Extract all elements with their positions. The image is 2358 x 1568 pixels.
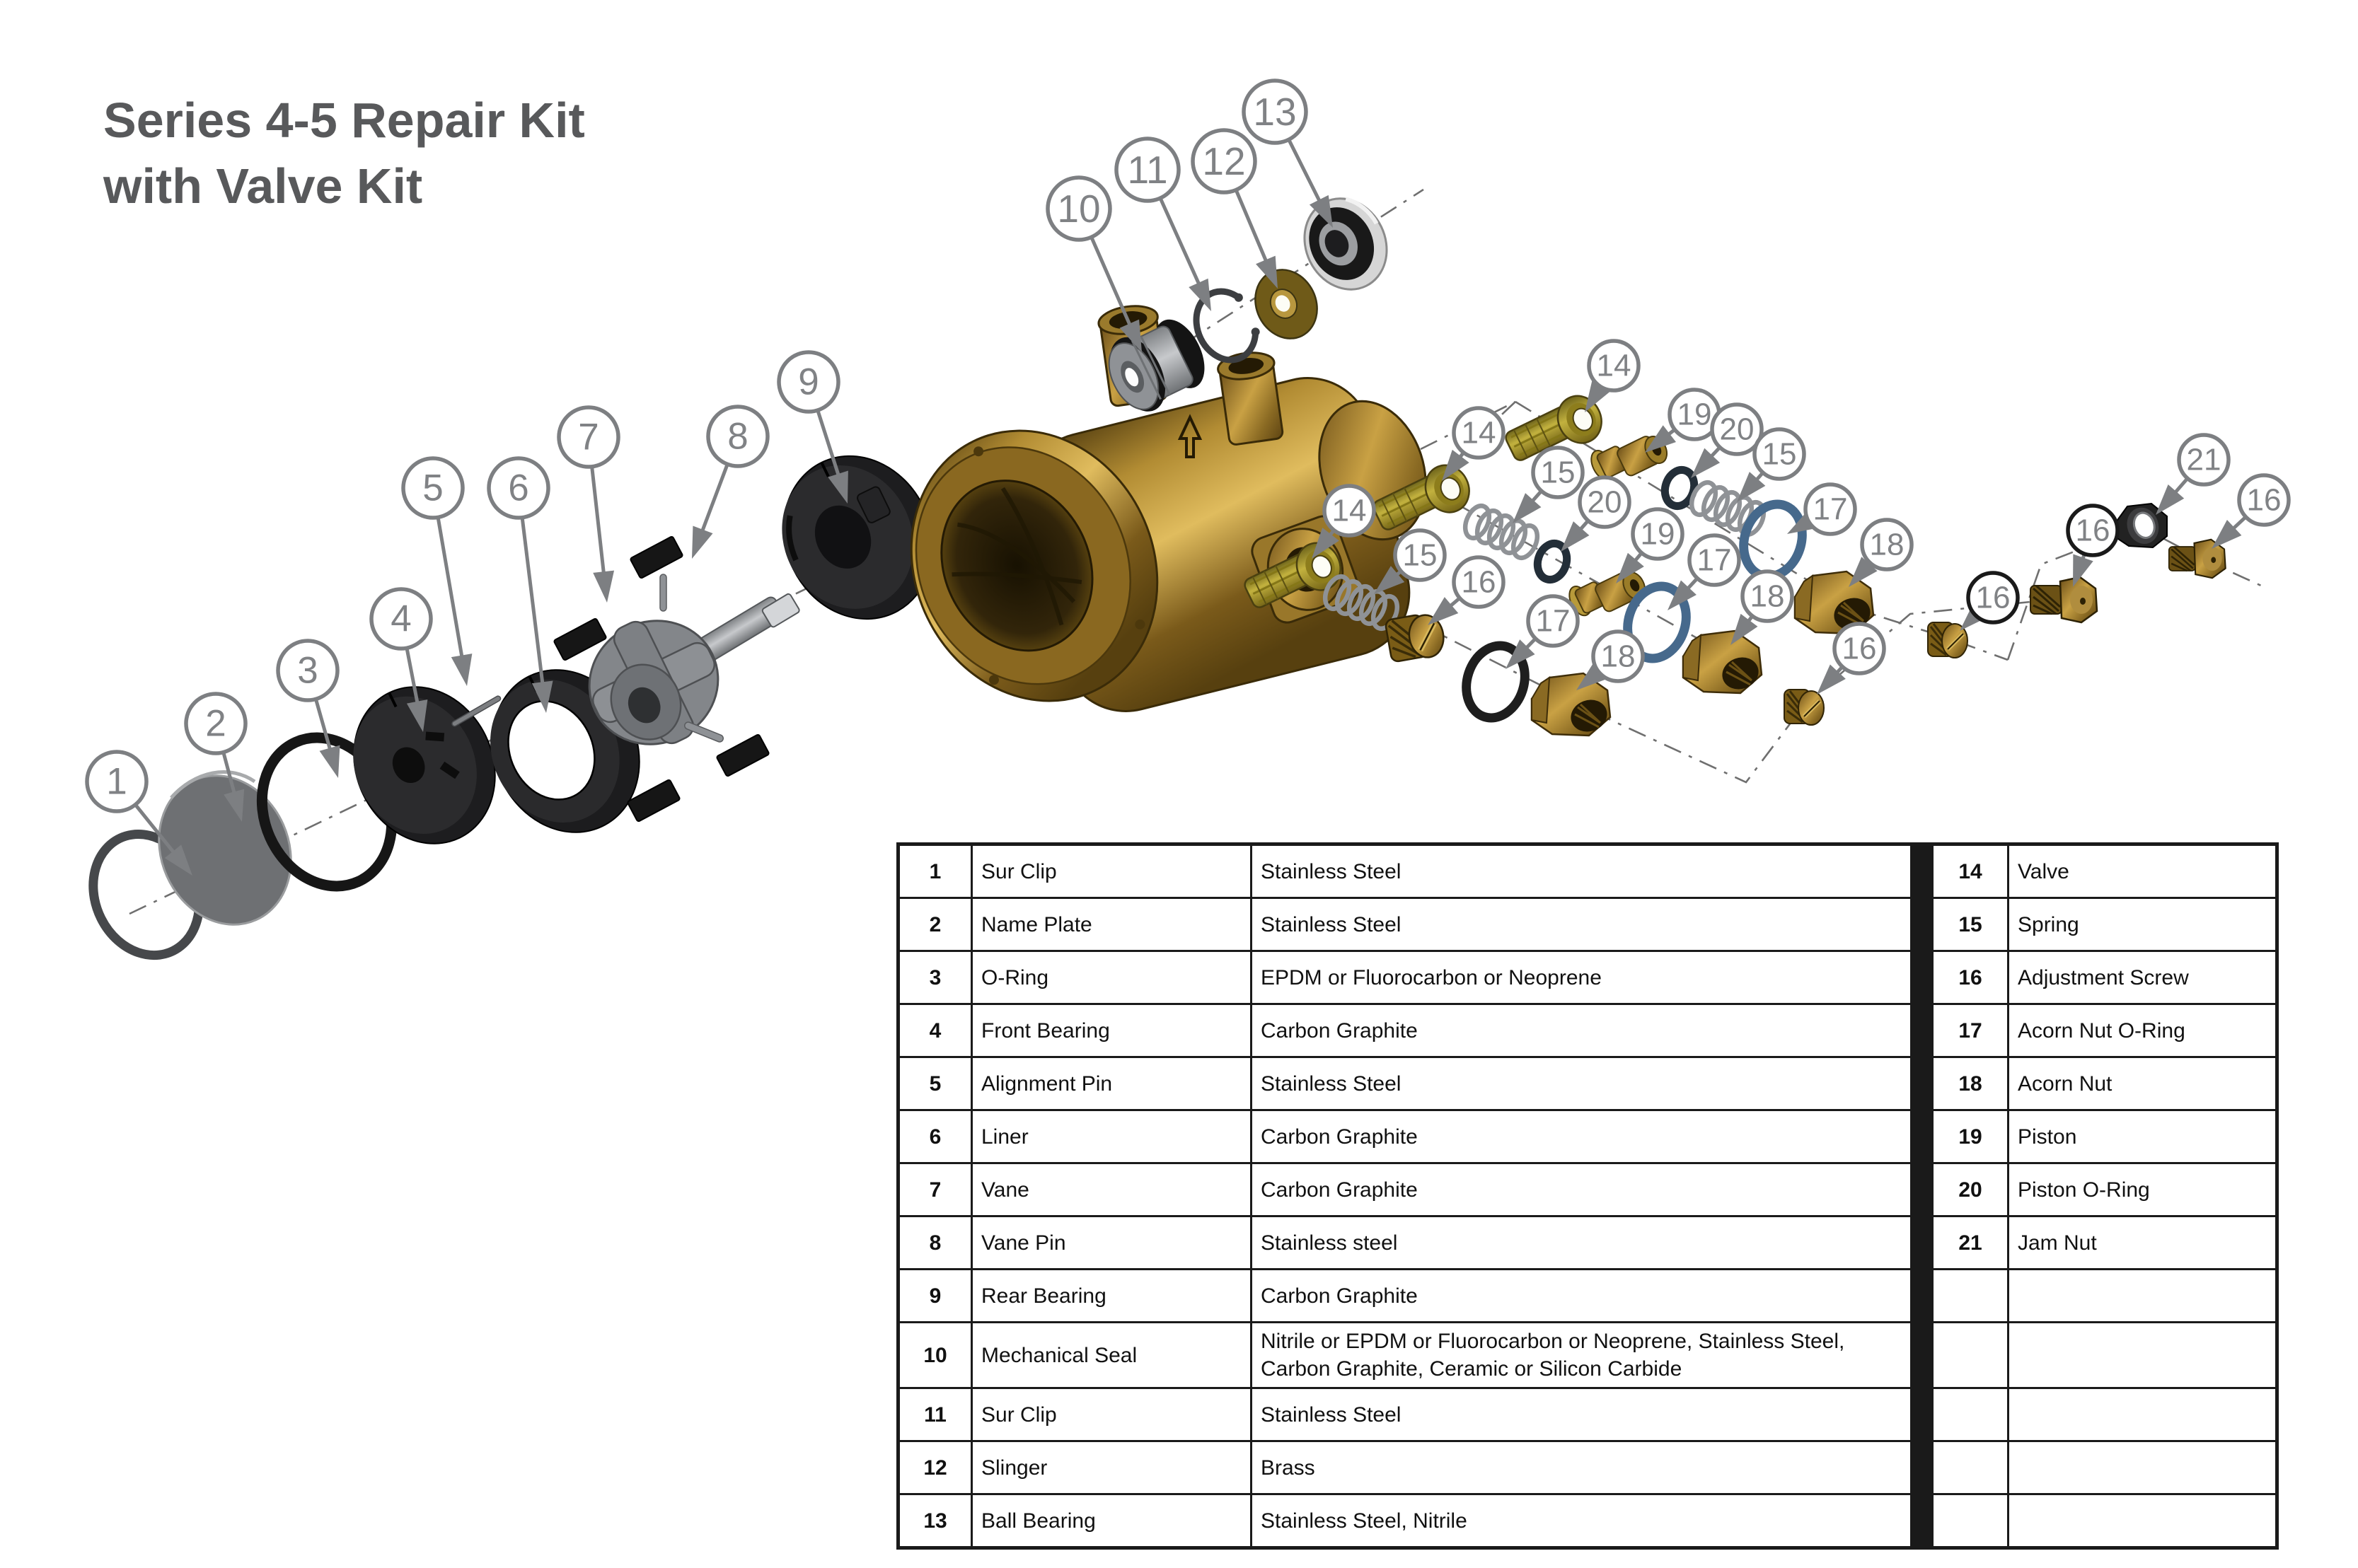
table-row	[898, 1216, 2277, 1270]
table-row	[898, 1057, 2277, 1110]
table-cell-number: 19	[1933, 1110, 2009, 1163]
callout-17	[1505, 596, 1578, 669]
table-cell-number	[1933, 1494, 2009, 1548]
callout-13	[1244, 81, 1333, 228]
table-cell-name: Name Plate	[972, 898, 1252, 951]
table-cell-number: 1	[898, 844, 972, 898]
callout-10	[1048, 178, 1142, 352]
table-cell-name: Sur Clip	[972, 844, 1252, 898]
table-cell-name	[2009, 1388, 2277, 1441]
table-cell-name: Jam Nut	[2009, 1216, 2277, 1270]
callout-number: 7	[578, 416, 599, 458]
callout-number: 13	[1253, 90, 1297, 134]
callout-number: 4	[391, 598, 412, 640]
table-cell-material: Stainless Steel	[1252, 1057, 1912, 1110]
callout-leader-line	[592, 467, 604, 576]
table-cell-number: 9	[898, 1270, 972, 1323]
part-vane-right	[716, 734, 769, 777]
table-cell-number: 4	[898, 1004, 972, 1057]
table-divider	[1912, 1441, 1933, 1494]
table-divider	[1912, 1216, 1933, 1270]
table-cell-name: Vane	[972, 1163, 1252, 1216]
callout-number: 20	[1587, 484, 1622, 520]
callout-number: 21	[2186, 442, 2221, 477]
callout-number: 14	[1461, 415, 1496, 451]
table-cell-material: Carbon Graphite	[1252, 1110, 1912, 1163]
callout-leader-line	[316, 699, 330, 752]
callout-number: 14	[1596, 348, 1631, 383]
table-cell-number: 5	[898, 1057, 972, 1110]
callout-arrowhead-icon	[593, 571, 614, 603]
table-cell-material: Stainless Steel	[1252, 898, 1912, 951]
callout-number: 15	[1540, 455, 1576, 490]
part-acorn-nut-b	[1683, 631, 1763, 695]
part-vane-pin-top	[660, 574, 666, 611]
table-cell-number: 16	[1933, 951, 2009, 1004]
callout-3	[278, 641, 340, 778]
table-divider	[1912, 1004, 1933, 1057]
table-cell-material: EPDM or Fluorocarbon or Neoprene	[1252, 951, 1912, 1004]
table-row	[898, 1323, 2277, 1388]
table-cell-name: Sur Clip	[972, 1388, 1252, 1441]
callout-12	[1193, 130, 1278, 289]
callout-14	[1585, 341, 1639, 412]
table-divider	[1912, 898, 1933, 951]
parts-materials-table	[896, 842, 2279, 1550]
table-cell-number: 2	[898, 898, 972, 951]
table-cell-number: 17	[1933, 1004, 2009, 1057]
table-cell-number: 7	[898, 1163, 972, 1216]
table-cell-name: Rear Bearing	[972, 1270, 1252, 1323]
callout-16	[2068, 506, 2117, 587]
callout-number: 15	[1402, 538, 1438, 573]
table-cell-name: O-Ring	[972, 951, 1252, 1004]
table-cell-name: Adjustment Screw	[2009, 951, 2277, 1004]
table-cell-name: Valve	[2009, 844, 2277, 898]
callout-number: 6	[508, 467, 529, 509]
callout-leader-line	[522, 518, 543, 687]
callout-18	[1849, 520, 1912, 587]
callout-5	[403, 458, 472, 686]
callout-number: 18	[1869, 527, 1905, 562]
table-cell-material: Stainless Steel	[1252, 1388, 1912, 1441]
part-front-bearing	[328, 663, 521, 867]
table-cell-number: 20	[1933, 1163, 2009, 1216]
table-cell-number	[1933, 1270, 2009, 1323]
table-cell-name	[2009, 1323, 2277, 1388]
part-acorn-nut-c	[1532, 673, 1612, 737]
table-row	[898, 951, 2277, 1004]
callout-16	[1817, 624, 1884, 695]
callout-16	[1960, 573, 2018, 631]
callout-leader-line	[701, 464, 727, 533]
part-adjustment-screw-hex-left	[2030, 577, 2097, 622]
callout-number: 14	[1331, 493, 1367, 528]
table-divider	[1912, 1323, 1933, 1388]
table-cell-number	[1933, 1323, 2009, 1388]
table-divider	[1912, 1388, 1933, 1441]
callout-leader-line	[1160, 198, 1200, 286]
table-cell-number: 11	[898, 1388, 972, 1441]
callout-21	[2156, 435, 2229, 515]
callout-number: 16	[1461, 564, 1496, 600]
table-cell-number: 15	[1933, 898, 2009, 951]
callout-14	[1442, 408, 1503, 481]
callout-number: 5	[422, 467, 444, 509]
table-row	[898, 1388, 2277, 1441]
title-line-2: with Valve Kit	[103, 158, 423, 214]
callout-number: 10	[1057, 187, 1101, 231]
table-row	[898, 1163, 2277, 1216]
table-cell-name	[2009, 1270, 2277, 1323]
callout-number: 16	[2246, 482, 2282, 518]
table-cell-name: Acorn Nut O-Ring	[2009, 1004, 2277, 1057]
table-cell-number: 3	[898, 951, 972, 1004]
callout-16	[2212, 475, 2289, 549]
part-adjustment-screw-small-1	[1784, 690, 1824, 725]
callout-7	[559, 407, 618, 603]
table-cell-material: Stainless Steel, Nitrile	[1252, 1494, 1912, 1548]
table-divider	[1912, 1110, 1933, 1163]
table-cell-material: Carbon Graphite	[1252, 1004, 1912, 1057]
callout-18	[1576, 632, 1643, 690]
table-row	[898, 1441, 2277, 1494]
table-row	[898, 898, 2277, 951]
table-cell-name: Piston	[2009, 1110, 2277, 1163]
callout-number: 18	[1600, 639, 1636, 674]
callout-number: 9	[798, 361, 819, 403]
callout-leader-line	[1289, 139, 1321, 204]
table-cell-number: 18	[1933, 1057, 2009, 1110]
callout-arrowhead-icon	[320, 745, 340, 778]
table-row	[898, 1494, 2277, 1548]
callout-leader-line	[438, 517, 462, 659]
table-row	[898, 1270, 2277, 1323]
callout-number: 16	[1842, 631, 1877, 666]
table-divider	[1912, 1270, 1933, 1323]
callout-number: 8	[727, 415, 749, 458]
callout-number: 19	[1640, 516, 1675, 552]
callout-number: 3	[297, 649, 318, 692]
table-cell-material: Stainless steel	[1252, 1216, 1912, 1270]
table-cell-number: 10	[898, 1323, 972, 1388]
table-divider	[1912, 844, 1933, 898]
table-cell-name: Vane Pin	[972, 1216, 1252, 1270]
callout-number: 17	[1535, 603, 1571, 639]
table-divider	[1912, 1494, 1933, 1548]
table-cell-name: Piston O-Ring	[2009, 1163, 2277, 1216]
table-cell-name: Liner	[972, 1110, 1252, 1163]
callout-number: 18	[1750, 579, 1785, 614]
callout-8	[692, 407, 768, 559]
table-cell-material: Carbon Graphite	[1252, 1163, 1912, 1216]
callout-number: 19	[1677, 397, 1712, 432]
table-divider	[1912, 1163, 1933, 1216]
table-cell-number: 6	[898, 1110, 972, 1163]
callout-number: 17	[1813, 492, 1848, 527]
table-cell-name: Slinger	[972, 1441, 1252, 1494]
callout-number: 16	[1975, 580, 2011, 615]
table-cell-material: Carbon Graphite	[1252, 1270, 1912, 1323]
parts-table	[896, 842, 2279, 1550]
callout-arrowhead-icon	[451, 654, 473, 686]
callout-number: 2	[205, 702, 226, 745]
callout-number: 17	[1697, 542, 1732, 578]
table-cell-name: Ball Bearing	[972, 1494, 1252, 1548]
table-cell-name	[2009, 1494, 2277, 1548]
callout-number: 11	[1127, 148, 1168, 192]
table-divider	[1912, 1057, 1933, 1110]
table-cell-number	[1933, 1441, 2009, 1494]
table-row	[898, 1004, 2277, 1057]
table-cell-material: Nitrile or EPDM or Fluorocarbon or Neoprene, Stainless Steel, Carbon Graphite, Ceramic or Silicon Carbide	[1252, 1323, 1912, 1388]
part-name-plate	[136, 755, 314, 946]
table-row	[898, 1110, 2277, 1163]
callout-18	[1730, 571, 1792, 645]
part-vane-top	[630, 536, 683, 579]
table-cell-name: Acorn Nut	[2009, 1057, 2277, 1110]
table-cell-name: Alignment Pin	[972, 1057, 1252, 1110]
table-divider	[1912, 951, 1933, 1004]
table-cell-number: 21	[1933, 1216, 2009, 1270]
table-cell-name: Mechanical Seal	[972, 1323, 1252, 1388]
callout-number: 1	[106, 760, 127, 803]
callout-number: 12	[1202, 139, 1246, 183]
table-cell-number: 8	[898, 1216, 972, 1270]
table-cell-name: Front Bearing	[972, 1004, 1252, 1057]
table-cell-number: 14	[1933, 844, 2009, 898]
table-cell-number: 12	[898, 1441, 972, 1494]
table-cell-material: Brass	[1252, 1441, 1912, 1494]
callout-19	[1645, 390, 1719, 453]
table-cell-name	[2009, 1441, 2277, 1494]
table-cell-number	[1933, 1388, 2009, 1441]
table-row	[898, 844, 2277, 898]
table-cell-number: 13	[898, 1494, 972, 1548]
callout-number: 15	[1762, 436, 1797, 472]
callout-leader-line	[1236, 190, 1267, 264]
table-cell-material: Stainless Steel	[1252, 844, 1912, 898]
callout-19	[1616, 509, 1682, 583]
callout-number: 20	[1719, 412, 1755, 447]
callout-number: 16	[2075, 513, 2110, 548]
table-cell-name: Spring	[2009, 898, 2277, 951]
callout-arrowhead-icon	[692, 526, 713, 559]
title-line-1: Series 4-5 Repair Kit	[103, 93, 585, 148]
